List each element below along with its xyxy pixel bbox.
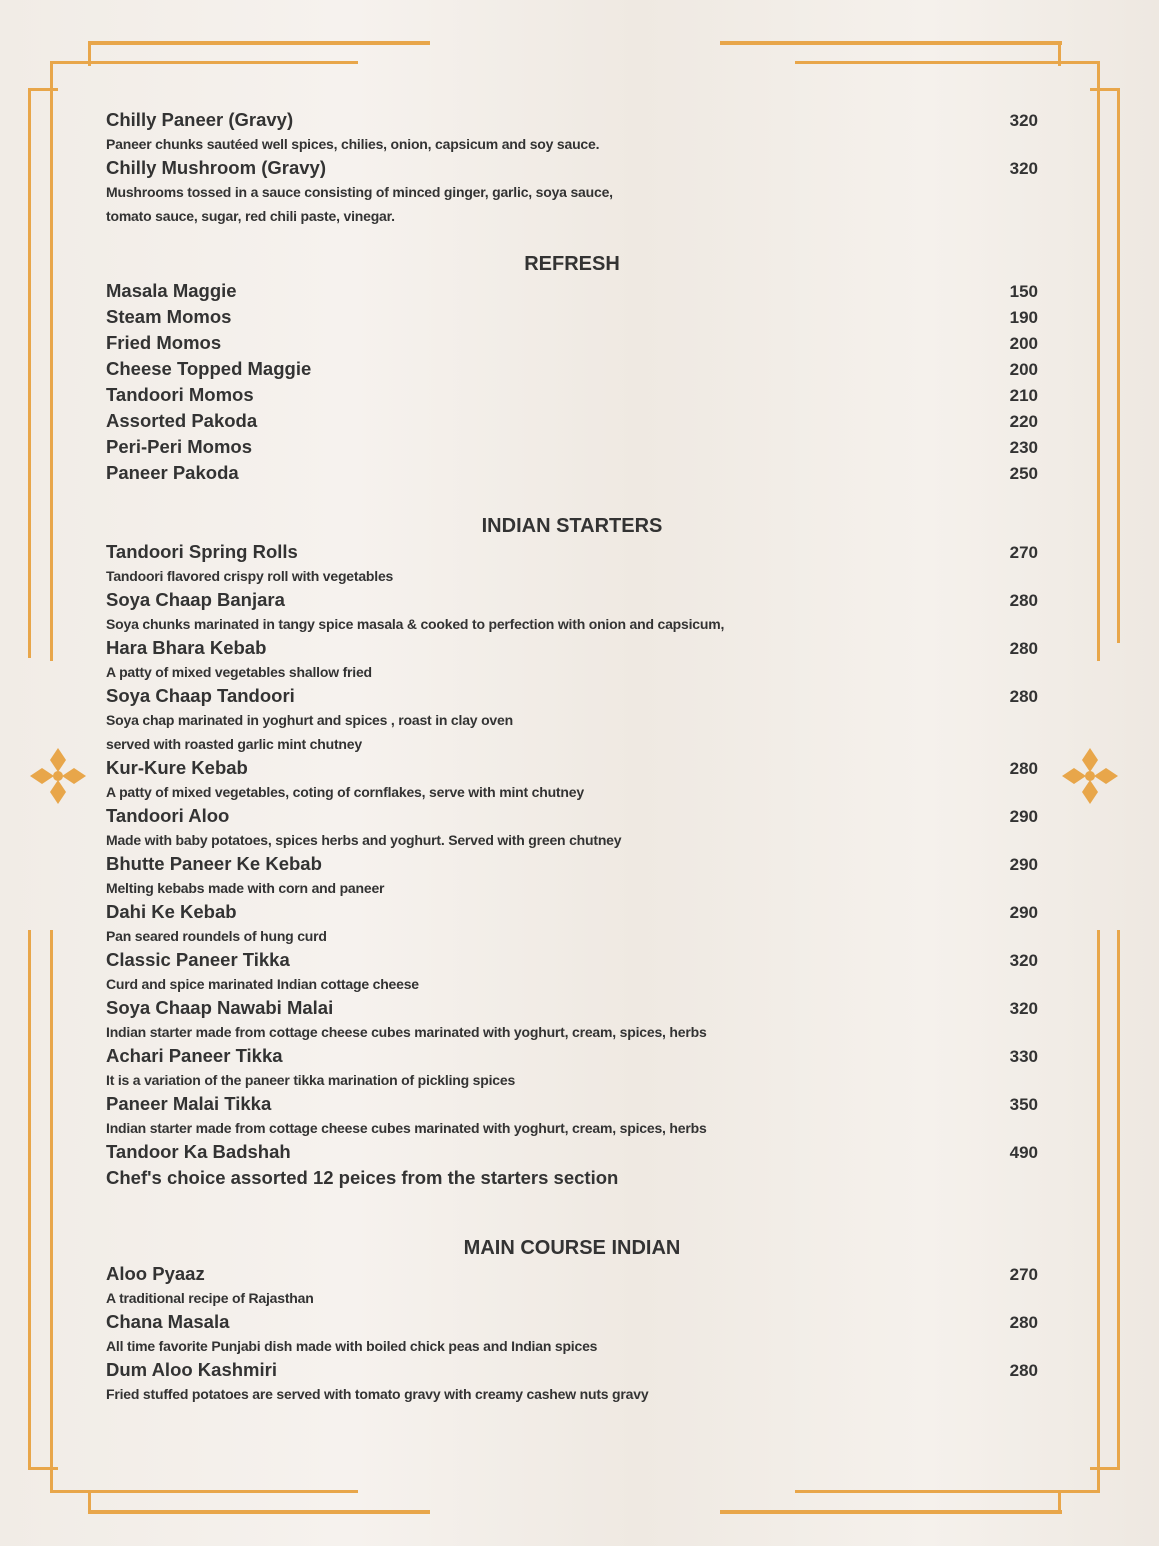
item-name: Tandoori Spring Rolls: [106, 541, 298, 562]
menu-item: [106, 330, 1038, 356]
menu-item: [106, 304, 1038, 330]
item-name: Bhutte Paneer Ke Kebab: [106, 853, 322, 874]
item-description: served with roasted garlic mint chutney: [106, 736, 362, 752]
item-name: Hara Bhara Kebab: [106, 637, 267, 658]
item-price: 290: [1009, 807, 1038, 826]
menu-item-row: [106, 434, 1038, 460]
menu-item: [106, 756, 1038, 804]
menu-item: [106, 540, 1038, 588]
item-description: It is a variation of the paneer tikka marination of pickling spices: [106, 1072, 516, 1088]
item-name: Aloo Pyaaz: [106, 1263, 205, 1284]
menu-section: [106, 1234, 1038, 1406]
item-price: 280: [1009, 1313, 1038, 1332]
item-name: Chana Masala: [106, 1311, 230, 1332]
menu-item-row: [106, 1044, 1038, 1068]
menu-item: [106, 1310, 1038, 1358]
menu-item: [106, 356, 1038, 382]
menu-item-row: [106, 330, 1038, 356]
menu-item: [106, 948, 1038, 996]
item-price: 250: [1009, 464, 1038, 483]
menu-item: [106, 1044, 1038, 1092]
menu-item-row: [106, 108, 1038, 132]
item-description: Tandoori flavored crispy roll with vegetables: [106, 568, 394, 584]
item-description: Melting kebabs made with corn and paneer: [106, 880, 385, 896]
item-note: Chef's choice assorted 12 peices from the starters section: [106, 1167, 619, 1188]
item-description: A traditional recipe of Rajasthan: [106, 1290, 314, 1306]
menu-item: [106, 108, 1038, 156]
item-price: 320: [1009, 951, 1038, 970]
item-name: Soya Chaap Nawabi Malai: [106, 997, 334, 1018]
item-price: 280: [1009, 759, 1038, 778]
item-name: Soya Chaap Banjara: [106, 589, 285, 610]
item-description: A patty of mixed vegetables, coting of cornflakes, serve with mint chutney: [106, 784, 584, 800]
section-title: REFRESH: [524, 253, 620, 275]
menu-item: [106, 1092, 1038, 1140]
item-price: 320: [1009, 111, 1038, 130]
item-description: Fried stuffed potatoes are served with tomato gravy with creamy cashew nuts gravy: [106, 1386, 649, 1402]
item-price: 280: [1009, 591, 1038, 610]
menu-item-row: [106, 540, 1038, 564]
item-name: Peri-Peri Momos: [106, 436, 252, 457]
menu-item-row: [106, 804, 1038, 828]
item-price: 230: [1009, 438, 1038, 457]
item-description: Curd and spice marinated Indian cottage cheese: [106, 976, 419, 992]
menu-item: [106, 684, 1038, 756]
menu-item-row: [106, 900, 1038, 924]
item-name: Cheese Topped Maggie: [106, 358, 312, 379]
menu-item-row: [106, 408, 1038, 434]
cross-ornament-icon: [28, 746, 88, 806]
menu-item-row: [106, 636, 1038, 660]
menu-item: [106, 1262, 1038, 1310]
item-price: 320: [1009, 159, 1038, 178]
item-price: 290: [1009, 903, 1038, 922]
menu-item: [106, 900, 1038, 948]
item-description: Made with baby potatoes, spices herbs and yoghurt. Served with green chutney: [106, 832, 622, 848]
menu-content: [106, 108, 1038, 1406]
menu-item: [106, 434, 1038, 460]
item-price: 210: [1009, 386, 1038, 405]
item-price: 190: [1009, 308, 1038, 327]
menu-item: [106, 1358, 1038, 1406]
menu-item: [106, 804, 1038, 852]
item-price: 280: [1009, 639, 1038, 658]
menu-section: [106, 512, 1038, 1190]
section-title: INDIAN STARTERS: [481, 515, 663, 537]
item-name: Tandoor Ka Badshah: [106, 1141, 291, 1162]
menu-item-row: [106, 278, 1038, 304]
menu-item-row: [106, 1140, 1038, 1164]
menu-item-row: [106, 852, 1038, 876]
item-name: Masala Maggie: [106, 280, 237, 301]
menu-item-row: [106, 156, 1038, 180]
item-description: Paneer chunks sautéed well spices, chilies, onion, capsicum and soy sauce.: [106, 136, 600, 152]
menu-item: [106, 852, 1038, 900]
item-description: Pan seared roundels of hung curd: [106, 928, 327, 944]
section-title: MAIN COURSE INDIAN: [463, 1237, 681, 1259]
menu-item-row: [106, 460, 1038, 486]
item-price: 320: [1009, 999, 1038, 1018]
menu-item-row: [106, 382, 1038, 408]
item-price: 490: [1009, 1143, 1038, 1162]
menu-item-row: [106, 356, 1038, 382]
menu-item: [106, 408, 1038, 434]
menu-item-row: [106, 588, 1038, 612]
item-description: Soya chunks marinated in tangy spice masala & cooked to perfection with onion and capsicum,: [106, 616, 725, 632]
menu-item-row: [106, 1262, 1038, 1286]
item-name: Tandoori Aloo: [106, 805, 230, 826]
item-name: Dahi Ke Kebab: [106, 901, 237, 922]
item-name: Kur-Kure Kebab: [106, 757, 248, 778]
menu-item: [106, 1140, 1038, 1190]
item-name: Chilly Paneer (Gravy): [106, 109, 294, 130]
menu-item-row: [106, 1092, 1038, 1116]
menu-item: [106, 588, 1038, 636]
item-price: 270: [1009, 543, 1038, 562]
menu-item-row: [106, 996, 1038, 1020]
item-description: Soya chap marinated in yoghurt and spices , roast in clay oven: [106, 712, 513, 728]
menu-item-row: [106, 1358, 1038, 1382]
item-price: 200: [1009, 334, 1038, 353]
item-price: 330: [1009, 1047, 1038, 1066]
menu-item-row: [106, 684, 1038, 708]
menu-item: [106, 278, 1038, 304]
item-name: Achari Paneer Tikka: [106, 1045, 283, 1066]
item-price: 220: [1009, 412, 1038, 431]
item-name: Paneer Pakoda: [106, 462, 239, 483]
item-name: Chilly Mushroom (Gravy): [106, 157, 326, 178]
item-price: 350: [1009, 1095, 1038, 1114]
menu-section: [106, 108, 1038, 228]
item-name: Steam Momos: [106, 306, 232, 327]
menu-item-row: [106, 756, 1038, 780]
menu-section: [106, 250, 1038, 486]
menu-item-row: [106, 304, 1038, 330]
menu-item-row: [106, 1310, 1038, 1334]
cross-ornament-icon: [1060, 746, 1120, 806]
item-name: Dum Aloo Kashmiri: [106, 1359, 277, 1380]
item-name: Classic Paneer Tikka: [106, 949, 290, 970]
menu-item: [106, 382, 1038, 408]
menu-item: [106, 636, 1038, 684]
item-price: 200: [1009, 360, 1038, 379]
item-description: A patty of mixed vegetables shallow fried: [106, 664, 372, 680]
item-price: 290: [1009, 855, 1038, 874]
item-description: tomato sauce, sugar, red chili paste, vinegar.: [106, 208, 395, 224]
item-name: Soya Chaap Tandoori: [106, 685, 295, 706]
menu-item: [106, 460, 1038, 486]
item-name: Tandoori Momos: [106, 384, 254, 405]
item-name: Fried Momos: [106, 332, 222, 353]
item-description: Mushrooms tossed in a sauce consisting of minced ginger, garlic, soya sauce,: [106, 184, 613, 200]
item-price: 150: [1009, 282, 1038, 301]
menu-item: [106, 156, 1038, 228]
item-description: Indian starter made from cottage cheese cubes marinated with yoghurt, cream, spices, herbs: [106, 1024, 707, 1040]
menu-item: [106, 996, 1038, 1044]
item-name: Assorted Pakoda: [106, 410, 258, 431]
item-price: 270: [1009, 1265, 1038, 1284]
item-description: Indian starter made from cottage cheese cubes marinated with yoghurt, cream, spices, herbs: [106, 1120, 707, 1136]
item-name: Paneer Malai Tikka: [106, 1093, 272, 1114]
item-price: 280: [1009, 687, 1038, 706]
menu-item-row: [106, 948, 1038, 972]
item-price: 280: [1009, 1361, 1038, 1380]
item-description: All time favorite Punjabi dish made with boiled chick peas and Indian spices: [106, 1338, 598, 1354]
